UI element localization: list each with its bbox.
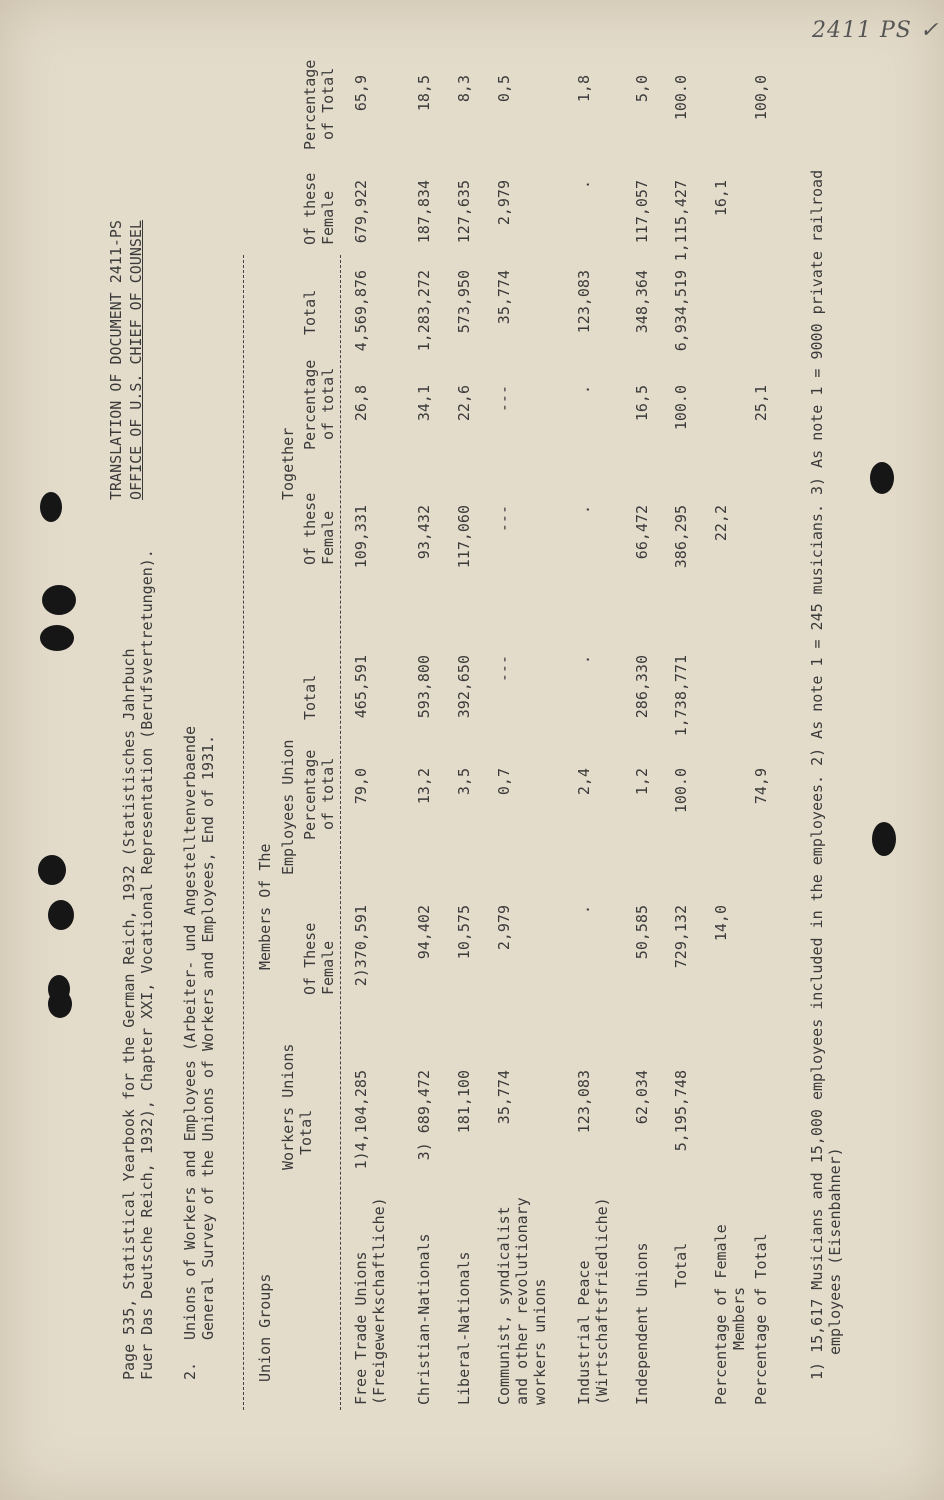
subheader-employees-female-2: Female	[319, 510, 337, 565]
cell-t-total: 348,364	[633, 270, 651, 334]
female-pct-label: Percentage of Female	[712, 1224, 730, 1405]
subheader-together-female-1: Of these	[301, 172, 319, 245]
cell-t-pct: 0,5	[495, 75, 513, 103]
section-title-line-1: Unions of Workers and Employees (Arbeiter- und Angestelltenverbaende	[181, 725, 199, 1340]
header-union-groups: Union Groups	[256, 1273, 274, 1382]
cell-e-pct: .	[575, 385, 593, 395]
cell-e-pct: 26,8	[352, 385, 370, 422]
cell-t-pct: 8,3	[455, 75, 473, 103]
total-cell-t-female: 1,115,427	[672, 180, 690, 262]
cell-w-total: 62,034	[633, 1070, 651, 1125]
cell-e-pct: 16,5	[633, 385, 651, 422]
total-cell-t-total: 6,934,519	[672, 270, 690, 352]
total-pct-workers: 74,9	[752, 768, 770, 805]
row-label: Industrial Peace	[575, 1260, 593, 1405]
cell-t-female: 679,922	[352, 180, 370, 244]
office-header: OFFICE OF U.S. CHIEF OF COUNSEL	[127, 220, 145, 500]
cell-w-pct: 3,5	[455, 768, 473, 796]
female-pct-employees: 22,2	[712, 505, 730, 542]
subheader-workers-of-total: of total	[319, 757, 337, 830]
cell-t-pct: 65,9	[352, 75, 370, 112]
cell-e-pct: ---	[495, 385, 513, 413]
header-workers-unions: Workers Unions	[279, 1043, 297, 1170]
subheader-workers-female-2: Female	[319, 940, 337, 995]
cell-e-total: 286,330	[633, 655, 651, 719]
row-label: Christian-Nationals	[415, 1233, 433, 1405]
footnote-line-2: employees (Eisenbahner)	[826, 1147, 844, 1355]
female-pct-workers: 14,0	[712, 905, 730, 942]
cell-w-pct: 79,0	[352, 768, 370, 805]
cell-t-total: 4,569,876	[352, 270, 370, 352]
row-label: Independent Unions	[633, 1242, 651, 1405]
total-pct-together: 100,0	[752, 75, 770, 121]
cell-w-female: 10,575	[455, 905, 473, 960]
cell-w-pct: 1,2	[633, 768, 651, 796]
header-members-of-the: Members Of The	[256, 843, 274, 970]
total-cell-e-female: 386,295	[672, 505, 690, 569]
handwritten-document-note: 2411 PS ✓	[812, 18, 940, 43]
cell-w-total: 35,774	[495, 1070, 513, 1125]
cell-t-total: 35,774	[495, 270, 513, 325]
cell-t-total: 123,083	[575, 270, 593, 334]
subheader-workers-total: Total	[297, 1109, 315, 1155]
female-pct-label-line-2: Members	[730, 1286, 748, 1350]
section-number: 2.	[181, 1361, 199, 1380]
total-row-label: Total	[672, 1242, 690, 1288]
cell-e-total: 465,591	[352, 655, 370, 719]
cell-w-total: 1)4,104,285	[352, 1070, 370, 1170]
cell-w-female: 2)370,591	[352, 905, 370, 987]
cell-t-female: 117,057	[633, 180, 651, 244]
header-together: Together	[279, 427, 297, 500]
cell-e-pct: 34,1	[415, 385, 433, 422]
cell-w-pct: 2,4	[575, 768, 593, 796]
cell-e-female: 93,432	[415, 505, 433, 560]
cell-w-female: 94,402	[415, 905, 433, 960]
cell-w-female: .	[575, 905, 593, 915]
row-label: Free Trade Unions	[352, 1251, 370, 1405]
total-cell-e-pct: 100.0	[672, 385, 690, 431]
cell-w-total: 3) 689,472	[415, 1070, 433, 1161]
subheader-employees-of-total: of total	[319, 367, 337, 440]
female-pct-together: 16,1	[712, 180, 730, 217]
row-label-line-3: workers unions	[531, 1278, 549, 1405]
table-top-rule	[243, 255, 244, 1410]
row-label-line-2: (Freigewerkschaftliche)	[370, 1197, 388, 1405]
total-cell-e-total: 1,738,771	[672, 655, 690, 737]
total-cell-w-pct: 100.0	[672, 768, 690, 814]
cell-t-total: 1,283,272	[415, 270, 433, 352]
header-employees-union: Employees Union	[279, 739, 297, 875]
cell-e-female: 66,472	[633, 505, 651, 560]
table-header-rule	[340, 255, 341, 1410]
subheader-workers-percentage: Percentage	[301, 749, 319, 840]
section-title-line-2: General Survey of the Unions of Workers and Employees, End of 1931.	[199, 734, 217, 1340]
cell-w-female: 50,585	[633, 905, 651, 960]
subheader-employees-percentage: Percentage	[301, 359, 319, 450]
total-cell-w-total: 5,195,748	[672, 1070, 690, 1152]
cell-t-female: 127,635	[455, 180, 473, 244]
total-pct-label: Percentage of Total	[752, 1233, 770, 1405]
subheader-employees-female-1: Of these	[301, 492, 319, 565]
row-label-line-2: (Wirtschaftsfriedliche)	[593, 1197, 611, 1405]
cell-e-total: 392,650	[455, 655, 473, 719]
cell-e-total: ---	[495, 655, 513, 683]
footnote-line-1: 1) 15,617 Musicians and 15,000 employees included in the employees. 2) As note 1 = 245 musicians. 3) As note 1 = 9000 private railroad	[808, 169, 826, 1380]
cell-e-female: ---	[495, 505, 513, 533]
cell-e-total: 593,800	[415, 655, 433, 719]
subheader-workers-female-1: Of These	[301, 922, 319, 995]
subheader-together-female-2: Female	[319, 190, 337, 245]
cell-t-female: 187,834	[415, 180, 433, 244]
cell-w-pct: 0,7	[495, 768, 513, 796]
total-cell-t-pct: 100.0	[672, 75, 690, 121]
row-label-line-2: and other revolutionary	[513, 1197, 531, 1405]
cell-w-total: 181,100	[455, 1070, 473, 1134]
cell-e-pct: 22,6	[455, 385, 473, 422]
cell-t-pct: 1,8	[575, 75, 593, 103]
subheader-together-total: Total	[301, 289, 319, 335]
cell-t-pct: 5,0	[633, 75, 651, 103]
subheader-together-percentage: Percentage	[301, 59, 319, 150]
cell-e-total: .	[575, 655, 593, 665]
cell-w-total: 123,083	[575, 1070, 593, 1134]
row-label: Liberal-Nationals	[455, 1251, 473, 1405]
subheader-employees-total: Total	[301, 674, 319, 720]
cell-t-female: 2,979	[495, 180, 513, 226]
subheader-together-of-total: of Total	[319, 67, 337, 140]
total-cell-w-female: 729,132	[672, 905, 690, 969]
total-pct-employees: 25,1	[752, 385, 770, 422]
cell-t-pct: 18,5	[415, 75, 433, 112]
source-citation-line-2: Fuer Das Deutsche Reich, 1932), Chapter XXI, Vocational Representation (Berufsvertretungen).	[138, 549, 156, 1380]
source-citation-line-1: Page 535, Statistical Yearbook for the German Reich, 1932 (Statistisches Jahrbuch	[120, 648, 138, 1380]
cell-w-female: 2,979	[495, 905, 513, 951]
cell-e-female: 117,060	[455, 505, 473, 569]
cell-e-female: 109,331	[352, 505, 370, 569]
cell-t-total: 573,950	[455, 270, 473, 334]
cell-w-pct: 13,2	[415, 768, 433, 805]
cell-e-female: .	[575, 505, 593, 515]
row-label: Communist, syndicalist	[495, 1206, 513, 1405]
translation-header: TRANSLATION OF DOCUMENT 2411-PS	[107, 220, 125, 500]
cell-t-female: .	[575, 180, 593, 190]
